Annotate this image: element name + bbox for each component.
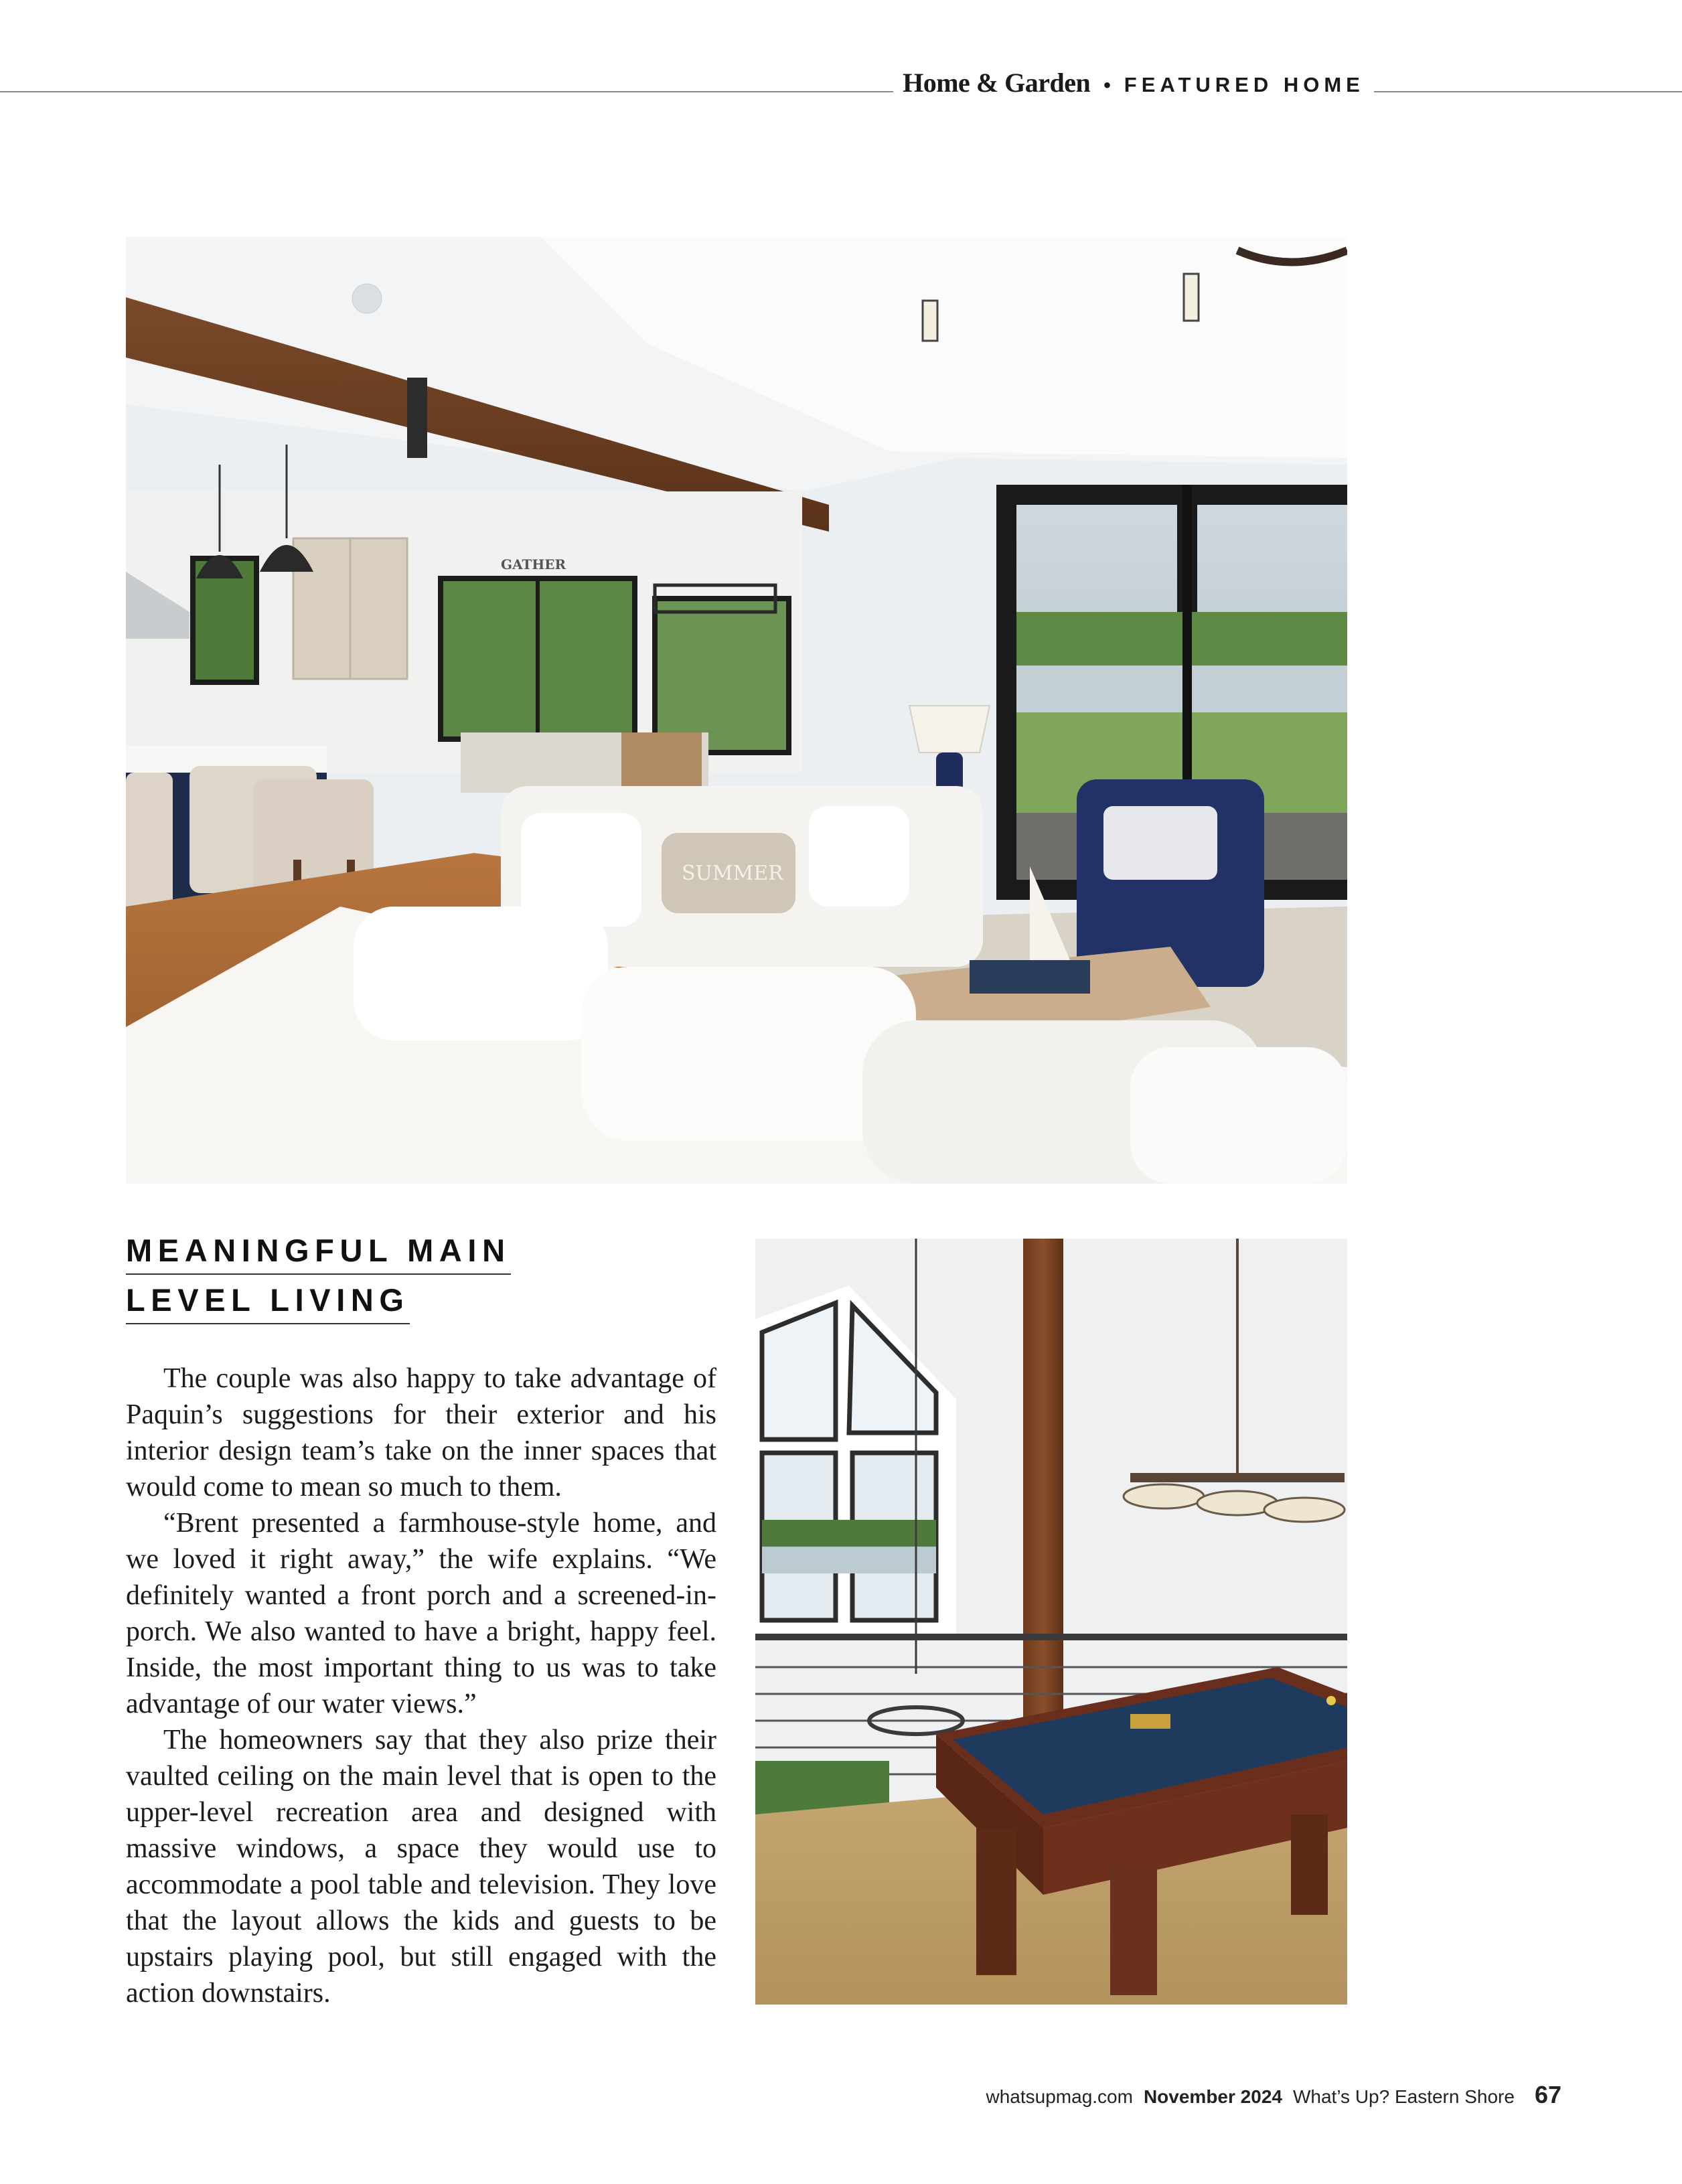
header-rule-left xyxy=(0,91,893,92)
page-number: 67 xyxy=(1534,2081,1561,2108)
paragraph-1: The couple was also happy to take advantage of Paquin’s suggestions for their exterior and his interior design team’s take on the inner spaces that would come to mean so much to them. xyxy=(126,1363,716,1502)
recreation-room-photo xyxy=(755,1239,1347,2005)
paragraph-3: The homeowners say that they also prize their vaulted ceiling on the main level that is open to the upper-level recreation area and designed with massive windows, a space they would use to accommodate a pool table and television. They love that the layout allows the kids and guests to be upstairs playing pool, but still engaged with the action downstairs. xyxy=(126,1725,716,2009)
article-heading xyxy=(126,1232,511,1331)
running-header xyxy=(897,67,1370,98)
footer-website: whatsupmag.com xyxy=(986,2086,1133,2107)
heading-line-2: LEVEL LIVING xyxy=(126,1281,410,1324)
article-body xyxy=(126,1360,716,2011)
page-footer xyxy=(986,2081,1561,2109)
paragraph-2: “Brent presented a farmhouse-style home, and we loved it right away,” the wife explains. “We definitely wanted a front porch and a screened-in-porch. We also wanted to have a bright, happy feel. Inside, the most important thing to us was to take advantage of our water views.” xyxy=(126,1508,716,1719)
header-separator: • xyxy=(1103,74,1111,96)
section-title: Home & Garden xyxy=(903,68,1091,98)
heading-line-1: MEANINGFUL MAIN xyxy=(126,1232,511,1275)
summer-pillow: SUMMER xyxy=(682,862,783,885)
gather-sign: GATHER xyxy=(501,556,566,572)
header-rule-right xyxy=(1374,91,1682,92)
footer-magazine-title: What’s Up? Eastern Shore xyxy=(1292,2086,1515,2107)
living-room-photo xyxy=(126,237,1347,1184)
feature-label: FEATURED HOME xyxy=(1124,73,1365,96)
footer-issue-date: November 2024 xyxy=(1143,2086,1282,2107)
